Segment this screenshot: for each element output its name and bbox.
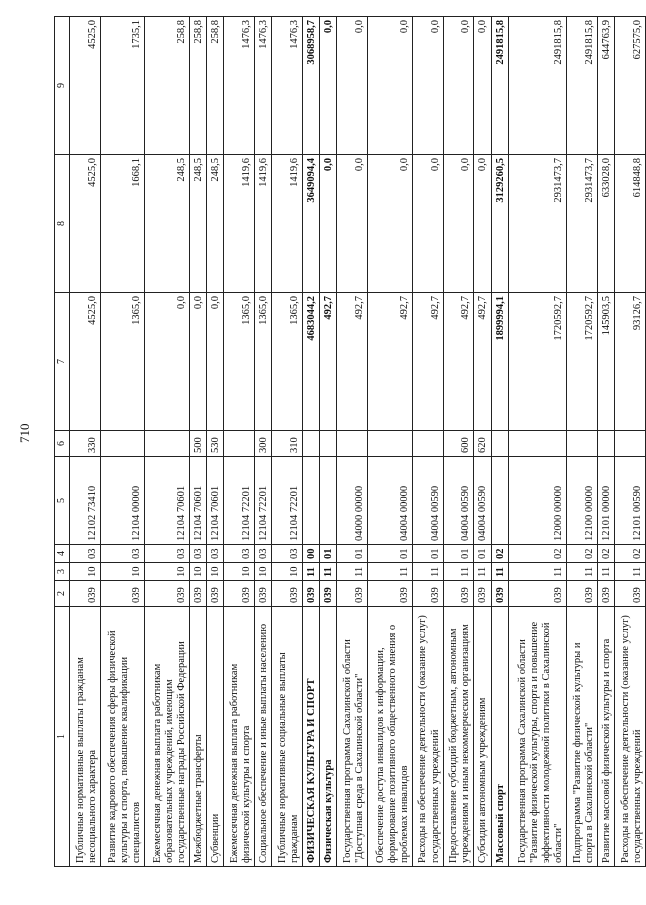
table-row — [100, 17, 145, 867]
value-cell-8: 4525,0 — [70, 155, 101, 293]
ved-cell: 039 — [566, 581, 597, 607]
col-header: 3 — [55, 563, 70, 581]
value-cell-8: 248,5 — [145, 155, 190, 293]
table-row — [145, 17, 190, 867]
col-header: 5 — [55, 457, 70, 545]
value-cell-9: 1735,1 — [100, 17, 145, 155]
ved-cell: 039 — [100, 581, 145, 607]
rz-cell: 10 — [145, 563, 190, 581]
value-cell-7: 492,7 — [320, 293, 337, 431]
value-cell-7: 4683044,2 — [303, 293, 320, 431]
pr-cell: 00 — [303, 545, 320, 563]
ved-cell: 039 — [337, 581, 368, 607]
ved-cell: 039 — [368, 581, 413, 607]
ved-cell: 039 — [614, 581, 645, 607]
vr-cell — [508, 431, 566, 457]
pr-cell: 02 — [566, 545, 597, 563]
value-cell-9: 3068958,7 — [303, 17, 320, 155]
rz-cell: 11 — [337, 563, 368, 581]
row-name-cell: Субвенции — [207, 607, 224, 867]
csr-cell: 12101 00000 — [597, 457, 614, 545]
value-cell-9: 0,0 — [320, 17, 337, 155]
value-cell-9: 0,0 — [368, 17, 413, 155]
rz-cell: 10 — [100, 563, 145, 581]
value-cell-9: 1476,3 — [272, 17, 303, 155]
rz-cell: 10 — [207, 563, 224, 581]
value-cell-9: 2491815,8 — [491, 17, 508, 155]
rz-cell: 11 — [368, 563, 413, 581]
value-cell-9: 644763,9 — [597, 17, 614, 155]
value-cell-8: 0,0 — [337, 155, 368, 293]
col-header: 8 — [55, 155, 70, 293]
value-cell-9: 258,8 — [207, 17, 224, 155]
value-cell-8: 0,0 — [368, 155, 413, 293]
value-cell-7: 0,0 — [207, 293, 224, 431]
table-row — [597, 17, 614, 867]
row-name-cell: Публичные нормативные социальные выплаты гражданам — [272, 607, 303, 867]
csr-cell: 12101 00590 — [614, 457, 645, 545]
row-name-cell: Развитие кадрового обеспечения сферы физической культуры и спорта, повышение квалификации специалистов — [100, 607, 145, 867]
rz-cell: 11 — [320, 563, 337, 581]
table-row — [337, 17, 368, 867]
csr-cell: 12104 70601 — [207, 457, 224, 545]
pr-cell: 01 — [368, 545, 413, 563]
vr-cell: 310 — [272, 431, 303, 457]
pr-cell: 02 — [508, 545, 566, 563]
value-cell-8: 614848,8 — [614, 155, 645, 293]
rz-cell: 11 — [303, 563, 320, 581]
row-name-cell: Развитие массовой физической культуры и спорта — [597, 607, 614, 867]
table-row — [272, 17, 303, 867]
table-row — [190, 17, 207, 867]
vr-cell: 530 — [207, 431, 224, 457]
value-cell-8: 0,0 — [320, 155, 337, 293]
row-name-cell: ФИЗИЧЕСКАЯ КУЛЬТУРА И СПОРТ — [303, 607, 320, 867]
vr-cell — [412, 431, 443, 457]
pr-cell: 03 — [100, 545, 145, 563]
csr-cell — [491, 457, 508, 545]
csr-cell: 12104 72201 — [224, 457, 255, 545]
row-name-cell: Физическая культура — [320, 607, 337, 867]
csr-cell — [320, 457, 337, 545]
ved-cell: 039 — [70, 581, 101, 607]
ved-cell: 039 — [224, 581, 255, 607]
csr-cell — [303, 457, 320, 545]
row-name-cell: Массовый спорт — [491, 607, 508, 867]
value-cell-8: 1668,1 — [100, 155, 145, 293]
value-cell-8: 248,5 — [190, 155, 207, 293]
pr-cell: 02 — [614, 545, 645, 563]
value-cell-8: 1419,6 — [224, 155, 255, 293]
vr-cell — [337, 431, 368, 457]
table-row — [566, 17, 597, 867]
table-row — [224, 17, 255, 867]
value-cell-7: 0,0 — [190, 293, 207, 431]
value-cell-7: 492,7 — [443, 293, 474, 431]
pr-cell: 03 — [70, 545, 101, 563]
row-name-cell: Субсидии автономным учреждениям — [474, 607, 491, 867]
col-header: 2 — [55, 581, 70, 607]
value-cell-8: 3649094,4 — [303, 155, 320, 293]
ved-cell: 039 — [474, 581, 491, 607]
value-cell-7: 1720592,7 — [566, 293, 597, 431]
value-cell-7: 492,7 — [337, 293, 368, 431]
row-name-cell: Государственная программа Сахалинской области "Доступная среда в Сахалинской области" — [337, 607, 368, 867]
value-cell-9: 2491815,8 — [508, 17, 566, 155]
value-cell-8: 1419,6 — [272, 155, 303, 293]
value-cell-7: 1899994,1 — [491, 293, 508, 431]
row-name-cell: Предоставление субсидий бюджетным, автономным учреждениям и иным некоммерческим организациям — [443, 607, 474, 867]
value-cell-7: 492,7 — [368, 293, 413, 431]
rz-cell: 11 — [443, 563, 474, 581]
value-cell-9: 0,0 — [443, 17, 474, 155]
value-cell-9: 258,8 — [190, 17, 207, 155]
table-row — [368, 17, 413, 867]
table-row — [207, 17, 224, 867]
row-name-cell: Обеспечение доступа инвалидов к информации, формирование позитивного общественного мнения о проблемах инвалидов — [368, 607, 413, 867]
col-header: 9 — [55, 17, 70, 155]
value-cell-7: 93126,7 — [614, 293, 645, 431]
value-cell-8: 0,0 — [443, 155, 474, 293]
row-name-cell: Межбюджетные трансферты — [190, 607, 207, 867]
vr-cell: 330 — [70, 431, 101, 457]
pr-cell: 03 — [272, 545, 303, 563]
pr-cell: 02 — [597, 545, 614, 563]
pr-cell: 02 — [491, 545, 508, 563]
rz-cell: 10 — [224, 563, 255, 581]
value-cell-7: 145903,5 — [597, 293, 614, 431]
value-cell-8: 1419,6 — [255, 155, 272, 293]
value-cell-9: 258,8 — [145, 17, 190, 155]
csr-cell: 12104 00000 — [100, 457, 145, 545]
row-name-cell: Расходы на обеспечение деятельности (оказание услуг) государственных учреждений — [614, 607, 645, 867]
row-name-cell: Публичные нормативные выплаты гражданам несоциального характера — [70, 607, 101, 867]
row-name-cell: Ежемесячная денежная выплата работникам образовательных учреждений, имеющим государственные награды Российской Федерации — [145, 607, 190, 867]
ved-cell: 039 — [443, 581, 474, 607]
value-cell-9: 0,0 — [337, 17, 368, 155]
value-cell-9: 2491815,8 — [566, 17, 597, 155]
vr-cell — [100, 431, 145, 457]
ved-cell: 039 — [145, 581, 190, 607]
vr-cell — [597, 431, 614, 457]
csr-cell: 12104 72201 — [255, 457, 272, 545]
pr-cell: 01 — [474, 545, 491, 563]
value-cell-9: 627575,0 — [614, 17, 645, 155]
csr-cell: 04000 00000 — [337, 457, 368, 545]
csr-cell: 12102 73410 — [70, 457, 101, 545]
value-cell-7: 1365,0 — [224, 293, 255, 431]
row-name-cell: Подпрограмма "Развитие физической культуры и спорта в Сахалинской области" — [566, 607, 597, 867]
pr-cell: 03 — [207, 545, 224, 563]
rz-cell: 11 — [614, 563, 645, 581]
ved-cell: 039 — [597, 581, 614, 607]
csr-cell: 12000 00000 — [508, 457, 566, 545]
vr-cell — [224, 431, 255, 457]
rz-cell: 11 — [597, 563, 614, 581]
row-name-cell: Социальное обеспечение и иные выплаты населению — [255, 607, 272, 867]
table-row — [255, 17, 272, 867]
rz-cell: 10 — [190, 563, 207, 581]
value-cell-9: 0,0 — [412, 17, 443, 155]
vr-cell — [614, 431, 645, 457]
value-cell-9: 1476,3 — [255, 17, 272, 155]
ved-cell: 039 — [508, 581, 566, 607]
row-name-cell: Расходы на обеспечение деятельности (оказание услуг) государственных учреждений — [412, 607, 443, 867]
table-row — [508, 17, 566, 867]
vr-cell — [368, 431, 413, 457]
rz-cell: 11 — [491, 563, 508, 581]
rotated-table-container — [54, 17, 646, 867]
value-cell-9: 0,0 — [474, 17, 491, 155]
value-cell-8: 633028,0 — [597, 155, 614, 293]
csr-cell: 04004 00590 — [412, 457, 443, 545]
table-row — [614, 17, 645, 867]
csr-cell: 04004 00590 — [443, 457, 474, 545]
table-row — [320, 17, 337, 867]
vr-cell: 300 — [255, 431, 272, 457]
csr-cell: 12104 72201 — [272, 457, 303, 545]
vr-cell: 620 — [474, 431, 491, 457]
csr-cell: 12104 70601 — [190, 457, 207, 545]
ved-cell: 039 — [255, 581, 272, 607]
col-header: 7 — [55, 293, 70, 431]
value-cell-8: 0,0 — [474, 155, 491, 293]
value-cell-8: 2931473,7 — [508, 155, 566, 293]
csr-cell: 12104 70601 — [145, 457, 190, 545]
ved-cell: 039 — [190, 581, 207, 607]
page-number: 710 — [17, 423, 32, 443]
col-header: 1 — [55, 607, 70, 867]
csr-cell: 04004 00590 — [474, 457, 491, 545]
row-name-cell: Ежемесячная денежная выплата работникам физической культуры и спорта — [224, 607, 255, 867]
table-row — [70, 17, 101, 867]
value-cell-8: 3129260,5 — [491, 155, 508, 293]
ved-cell: 039 — [491, 581, 508, 607]
vr-cell — [566, 431, 597, 457]
csr-cell: 04004 00000 — [368, 457, 413, 545]
value-cell-7: 1365,0 — [272, 293, 303, 431]
ved-cell: 039 — [207, 581, 224, 607]
pr-cell: 01 — [337, 545, 368, 563]
budget-table — [54, 16, 646, 867]
table-row — [491, 17, 508, 867]
vr-cell: 600 — [443, 431, 474, 457]
vr-cell — [320, 431, 337, 457]
rz-cell: 11 — [474, 563, 491, 581]
pr-cell: 03 — [255, 545, 272, 563]
rz-cell: 10 — [70, 563, 101, 581]
ved-cell: 039 — [320, 581, 337, 607]
col-header: 4 — [55, 545, 70, 563]
value-cell-7: 0,0 — [145, 293, 190, 431]
value-cell-8: 248,5 — [207, 155, 224, 293]
vr-cell — [491, 431, 508, 457]
value-cell-7: 1720592,7 — [508, 293, 566, 431]
pr-cell: 03 — [145, 545, 190, 563]
rz-cell: 11 — [508, 563, 566, 581]
col-header: 6 — [55, 431, 70, 457]
row-name-cell: Государственная программа Сахалинской области "Развитие физической культуры, спорта и повышение эффективности молодежной политики в Сахалинской области" — [508, 607, 566, 867]
ved-cell: 039 — [303, 581, 320, 607]
value-cell-7: 492,7 — [474, 293, 491, 431]
pr-cell: 01 — [412, 545, 443, 563]
csr-cell: 12100 00000 — [566, 457, 597, 545]
rz-cell: 11 — [412, 563, 443, 581]
vr-cell: 500 — [190, 431, 207, 457]
table-body — [70, 17, 646, 867]
vr-cell — [303, 431, 320, 457]
ved-cell: 039 — [412, 581, 443, 607]
value-cell-9: 1476,3 — [224, 17, 255, 155]
value-cell-7: 1365,0 — [255, 293, 272, 431]
rz-cell: 11 — [566, 563, 597, 581]
ved-cell: 039 — [272, 581, 303, 607]
value-cell-7: 492,7 — [412, 293, 443, 431]
value-cell-7: 4525,0 — [70, 293, 101, 431]
table-row — [474, 17, 491, 867]
pr-cell: 01 — [443, 545, 474, 563]
vr-cell — [145, 431, 190, 457]
value-cell-9: 4525,0 — [70, 17, 101, 155]
value-cell-7: 1365,0 — [100, 293, 145, 431]
pr-cell: 01 — [320, 545, 337, 563]
table-row — [443, 17, 474, 867]
rz-cell: 10 — [272, 563, 303, 581]
table-row — [303, 17, 320, 867]
header-row — [55, 17, 70, 867]
value-cell-8: 0,0 — [412, 155, 443, 293]
pr-cell: 03 — [190, 545, 207, 563]
value-cell-8: 2931473,7 — [566, 155, 597, 293]
pr-cell: 03 — [224, 545, 255, 563]
table-row — [412, 17, 443, 867]
rz-cell: 10 — [255, 563, 272, 581]
